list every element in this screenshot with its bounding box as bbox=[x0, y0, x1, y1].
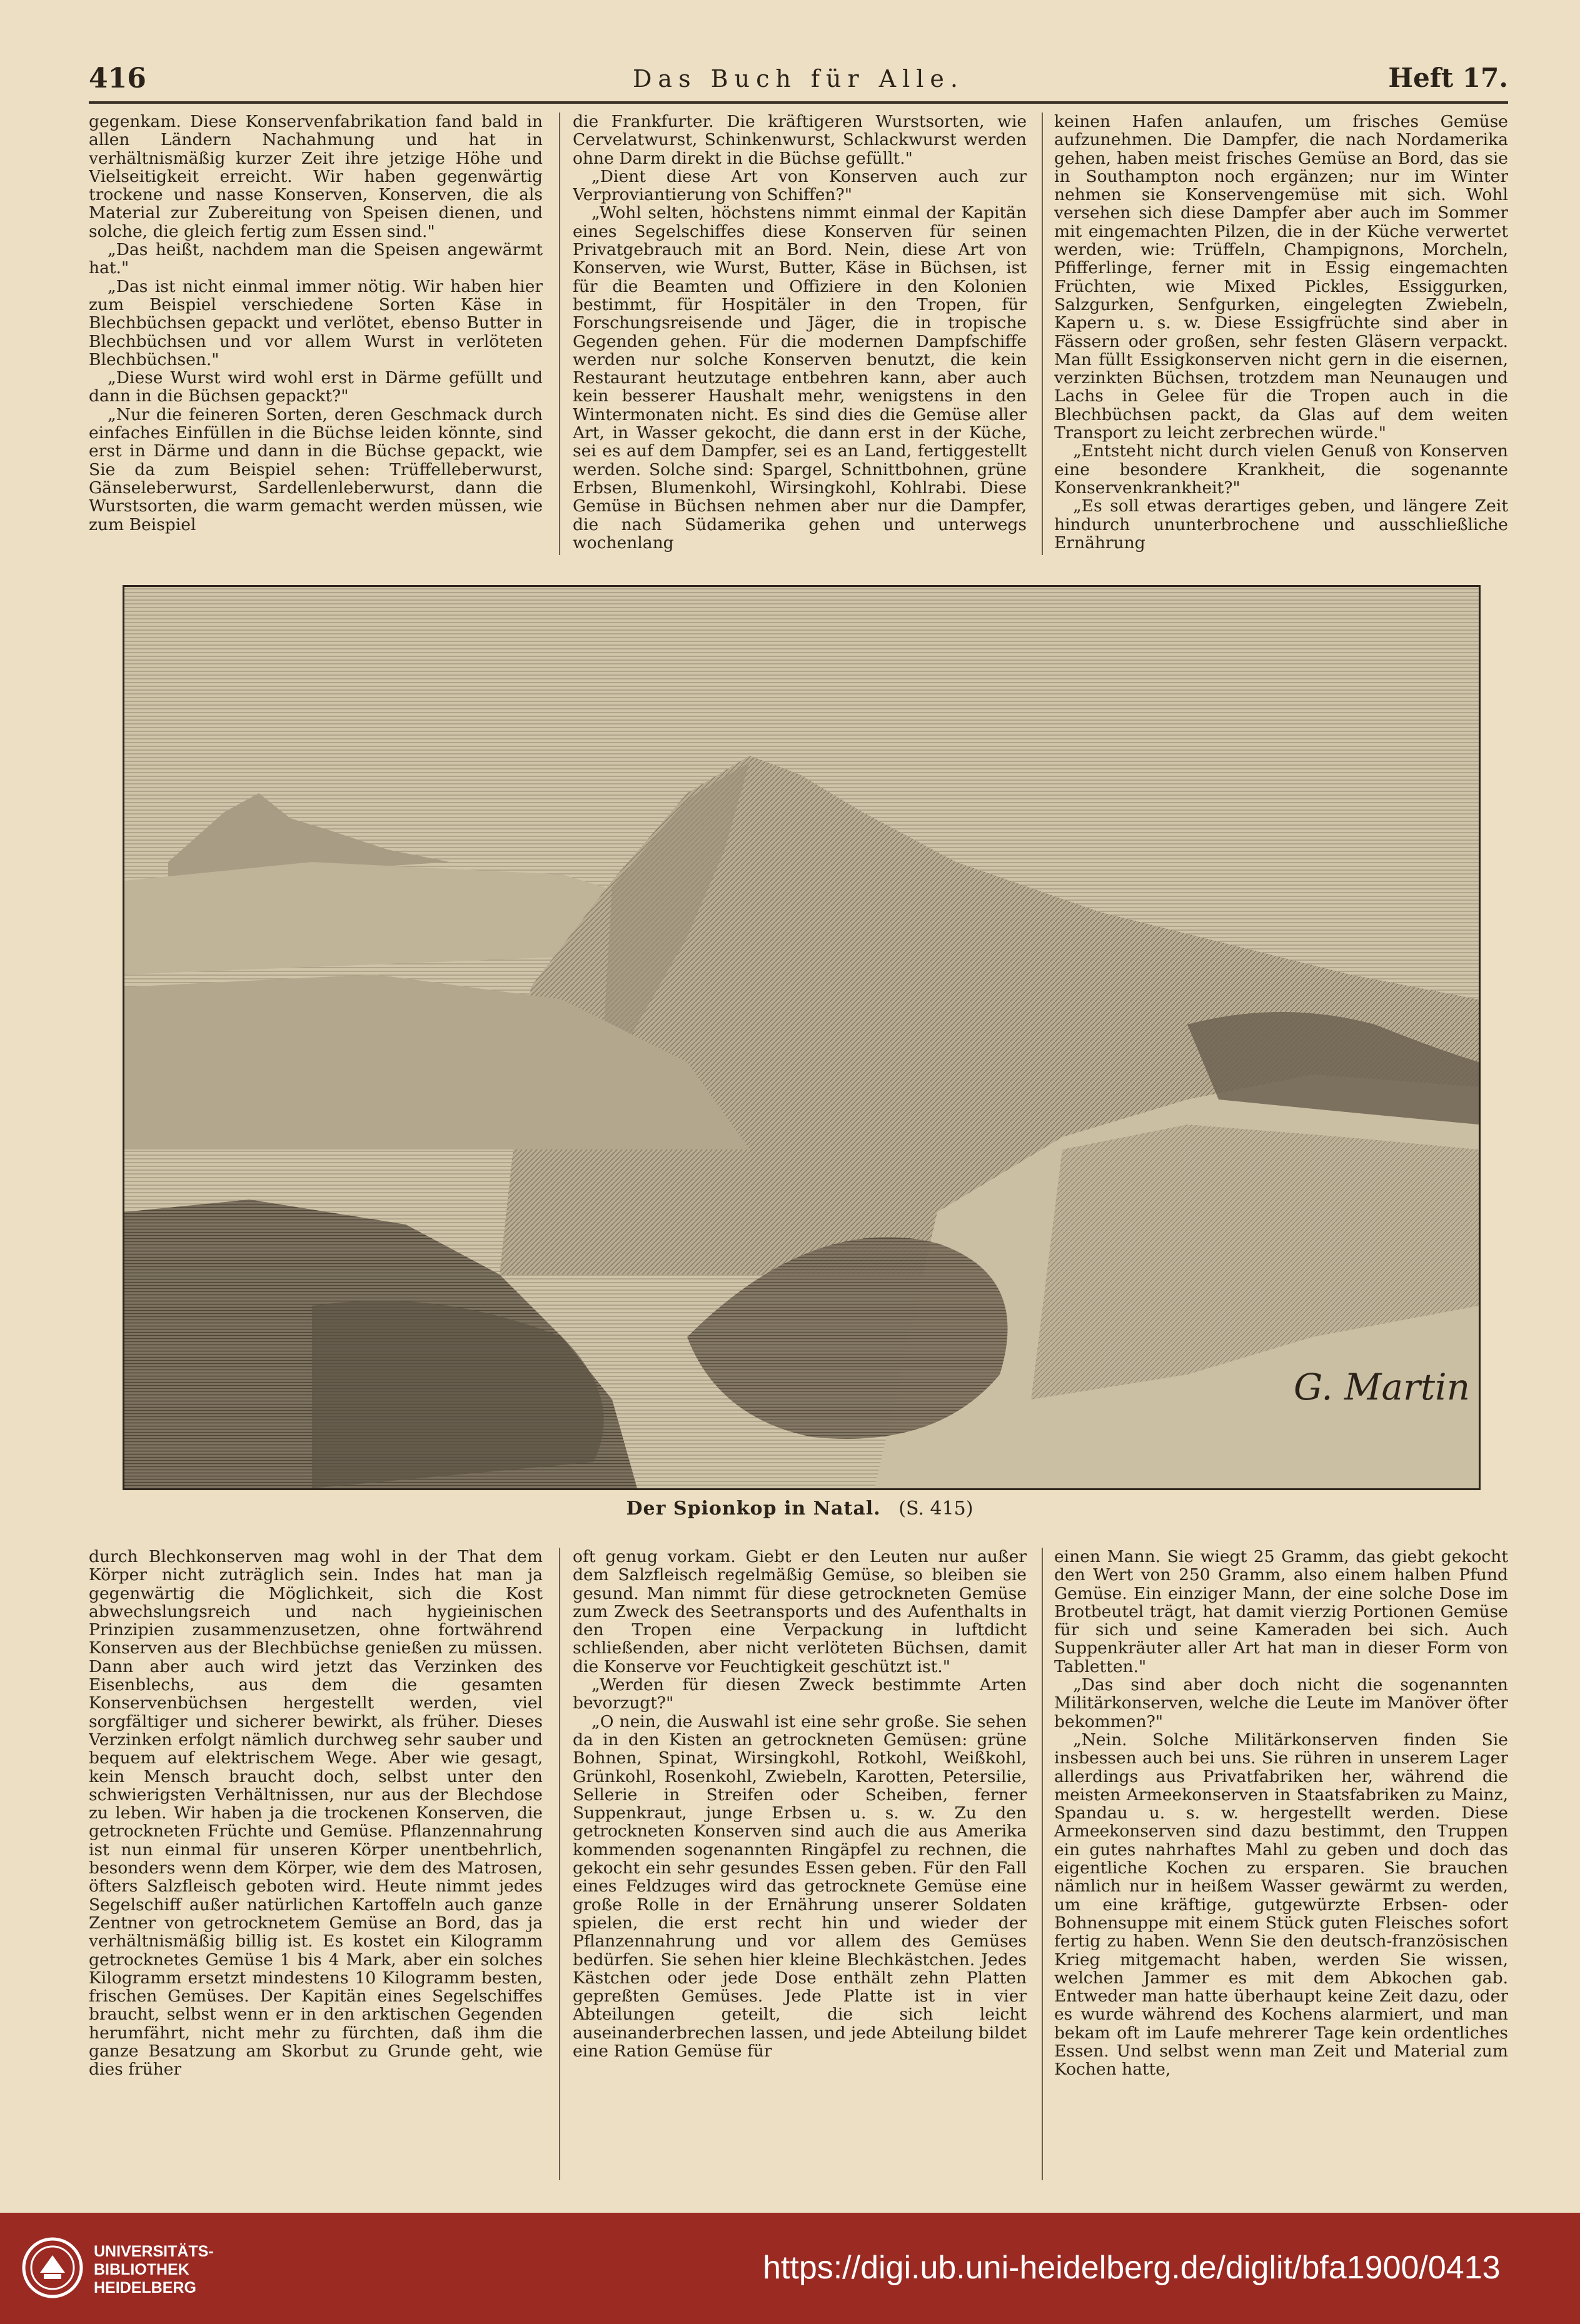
page-header bbox=[89, 63, 1508, 100]
paragraph: „Nur die feineren Sorten, deren Geschmack durch einfaches Einfüllen in die Büchse leiden könnte, sind erst in Därme und dann in die Büchse gepackt, wie Sie da zum Beispiel sehen: Trüffelleberwurst, Gänseleberwurst, Sardellenleberwurst, dann die Wurstsorten, die warm gemacht werden müssen, wie zum Beispiel bbox=[89, 404, 543, 534]
library-footer-bar bbox=[0, 2213, 1580, 2324]
paragraph: „Das heißt, nachdem man die Speisen angewärmt hat." bbox=[89, 240, 543, 278]
column-divider bbox=[559, 113, 560, 555]
column-divider bbox=[1042, 1548, 1043, 2180]
page-number: 416 bbox=[89, 63, 146, 94]
paragraph: „Nein. Solche Militärkonserven finden Sie insbessen auch bei uns. Sie rühren in unserem Lager allerdings aus Privatfabriken her, während die meisten Armeekonserven in Staatsfabriken zu Mainz, Spandau u. s. w. hergestellt werden. Diese Armeekonserven sind dazu bestimmt, den Truppen ein gutes nahrhaftes Mahl zu geben und doch das eigentliche Kochen zu ersparen. Sie brauchen nämlich nur in heißem Wasser gewärmt zu werden, um eine kräftige, gutgewürzte Erbsen- oder Bohnensuppe mit einem Stück guten Fleisches sofort fertig zu haben. Wenn Sie den deutsch-französischen Krieg mitgemacht haben, werden Sie wissen, welchen Jammer es mit dem Abkochen gab. Entweder man hatte überhaupt keine Zeit dazu, oder es wurde während des Kochens alarmiert, und man bekam oft im Laufe mehrerer Tage kein ordentliches Essen. Und selbst wenn man Zeit und Material zum Kochen hatte, bbox=[1054, 1730, 1508, 2080]
paragraph: „O nein, die Auswahl ist eine sehr große. Sie sehen da in den Kisten an getrockneten Gemüsen: grüne Bohnen, Spinat, Wirsingkohl, Rotkohl, Weißkohl, Grünkohl, Rosenkohl, Zwiebeln, Karotten, Petersilie, Sellerie in Streifen oder Scheiben, ferner Suppenkraut, junge Erbsen u. s. w. Zu den getrockneten Konserven sind auch die aus Amerika kommenden sogenannten Ringäpfel zu rechnen, die gekocht ein sehr gesundes Essen geben. Für den Fall eines Feldzuges wird das getrocknete Gemüse eine große Rolle in der Ernährung unserer Soldaten spielen, die erst recht hin und wieder der Pflanzennahrung und vor allem des Gemüses bedürfen. Sie sehen hier kleine Blechkästchen. Jedes Kästchen oder jede Dose enthält zehn Platten gepreßten Gemüses. Jede Platte ist in vier Abteilungen geteilt, die sich leicht auseinanderbrechen lassen, und jede Abteilung bildet eine Ration Gemüse für bbox=[573, 1711, 1027, 2061]
library-name: UNIVERSITÄTS- BIBLIOTHEK HEIDELBERG bbox=[94, 2243, 214, 2296]
engraving-spionkop bbox=[123, 585, 1481, 1490]
running-title: Das Buch für Alle. bbox=[632, 65, 965, 93]
permalink-url[interactable]: https://digi.ub.uni-heidelberg.de/diglit/bfa1900/0413 bbox=[763, 2250, 1501, 2286]
paragraph: einen Mann. Sie wiegt 25 Gramm, das giebt gekocht den Wert von 250 Gramm, also einem halben Pfund Gemüse. Ein einziger Mann, der eine solche Dose im Brotbeutel trägt, hat damit vierzig Portionen Gemüse für sich und seine Kameraden bei sich. Auch Suppenkräuter aller Art hat man in dieser Form von Tabletten." bbox=[1054, 1548, 1508, 1676]
top-column-3 bbox=[1054, 113, 1508, 556]
illustration-caption bbox=[123, 1498, 1477, 1520]
landscape-engraving bbox=[124, 587, 1479, 1488]
paragraph: „Es soll etwas derartiges geben, und längere Zeit hindurch ununterbrochene und ausschließliche Ernährung bbox=[1054, 496, 1508, 553]
paragraph: „Wohl selten, höchstens nimmt einmal der Kapitän eines Segelschiffes diese Konserven für seinen Privatgebrauch mit an Bord. Nein, diese Art von Konserven, wie Wurst, Butter, Käse in Büchsen, ist für die Beamten und Offiziere in den Kolonien bestimmt, für Hospitäler in den Tropen, für Forschungsreisende und Jäger, die in tropische Gegenden gehen. Für die modernen Dampfschiffe werden nur solche Konserven benutzt, die kein Restaurant heutzutage entbehren kann, aber auch kein besserer Haushalt mehr, wenigstens in den Wintermonaten nicht. Es sind dies die Gemüse aller Art, in Wasser gekocht, die dann erst in der Küche, sei es auf dem Dampfer, sei es an Land, fertiggestellt werden. Solche sind: Spargel, Schnittbohnen, grüne Erbsen, Blumenkohl, Wirsingkohl, Kohlrabi. Diese Gemüse in Büchsen nehmen aber nur die Dampfer, die nach Südamerika gehen und unterwegs wochenlang bbox=[573, 203, 1027, 553]
column-divider bbox=[559, 1548, 560, 2180]
paragraph: „Das sind aber doch nicht die sogenannten Militärkonserven, welche die Leute im Manöver öfter bekommen?" bbox=[1054, 1675, 1508, 1731]
paragraph: keinen Hafen anlaufen, um frisches Gemüse aufzunehmen. Die Dampfer, die nach Nordamerika gehen, haben meist frisches Gemüse an Bord, das sie in Southampton noch ergänzen; nur im Winter nehmen sie Konservengemüse mit sich. Wohl versehen sich diese Dampfer aber auch im Sommer mit eingemachten Pilzen, die in der Küche verwertet werden, wie: Trüffeln, Champignons, Morcheln, Pfifferlinge, ferner mit in Essig eingemachten Früchten, wie Mixed Pickles, Essiggurken, Salzgurken, Senfgurken, eingelegten Zwiebeln, Kapern u. s. w. Diese Essigfrüchte sind aber in Fässern oder großen, sehr festen Gläsern verpackt. Man füllt Essigkonserven nicht gern in die eisernen, verzinkten Büchsen, trotzdem man Neunaugen und Lachs in Gelee für die Tropen auch in die Blechbüchsen packt, da Glas auf dem weiten Transport zu leicht zerbrechen würde." bbox=[1054, 113, 1508, 443]
paragraph: oft genug vorkam. Giebt er den Leuten nur außer dem Salzfleisch regelmäßig Gemüse, so bleiben sie gesund. Man nimmt für diese getrockneten Gemüse zum Zweck des Seetransports und des Aufenthalts in den Tropen eine Verpackung in luftdicht schließenden, aber nicht verlöteten Büchsen, damit die Konserve vor Feuchtigkeit geschützt ist." bbox=[573, 1548, 1027, 1676]
artist-signature: G. Martin bbox=[1294, 1366, 1471, 1408]
issue-number: Heft 17. bbox=[1388, 63, 1508, 93]
header-divider bbox=[89, 101, 1508, 104]
bottom-column-1 bbox=[89, 1548, 543, 2181]
paragraph: „Entsteht nicht durch vielen Genuß von Konserven eine besondere Krankheit, die sogenannte Konservenkrankheit?" bbox=[1054, 441, 1508, 498]
caption-title: Der Spionkop in Natal. bbox=[626, 1498, 881, 1520]
paragraph: „Diese Wurst wird wohl erst in Därme gefüllt und dann in die Büchsen gepackt?" bbox=[89, 368, 543, 406]
top-column-2 bbox=[573, 113, 1027, 556]
paragraph: „Werden für diesen Zweck bestimmte Arten bevorzugt?" bbox=[573, 1675, 1027, 1713]
paragraph: gegenkam. Diese Konservenfabrikation fand bald in allen Ländern Nachahmung und hat in verhältnismäßig kurzer Zeit ihre jetzige Höhe und Vielseitigkeit erreicht. Wir haben gegenwärtig trockene und nasse Konserven, Konserven, die als Material zur Zubereitung von Speisen dienen, und solche, die gleich fertig zum Essen sind." bbox=[89, 113, 543, 241]
paragraph: „Dient diese Art von Konserven auch zur Verproviantierung von Schiffen?" bbox=[573, 166, 1027, 205]
paragraph: durch Blechkonserven mag wohl in der That dem Körper nicht zuträglich sein. Indes hat man ja gegenwärtig die Möglichkeit, sich die Kost abwechslungsreich und nach hygieinischen Prinzipien zusammenzusetzen, ohne fortwährend Konserven aus der Blechbüchse genießen zu müssen. Dann aber auch wird jetzt das Verzinken des Eisenblechs, aus dem die gesamten Konservenbüchsen hergestellt werden, viel sorgfältiger und sicherer bewirkt, als früher. Dieses Verzinken erfolgt nämlich durchweg sehr sauber und bequem auf elektrischem Wege. Aber wie gesagt, kein Mensch braucht doch, selbst unter den schwierigsten Verhältnissen, nur aus der Blechdose zu leben. Wir haben ja die trockenen Konserven, die getrockneten Früchte und Gemüse. Pflanzennahrung ist nun einmal für unseren Körper unentbehrlich, besonders wenn dem Körper, wie dem des Matrosen, öfters Salzfleisch geboten wird. Heute nimmt jedes Segelschiff außer natürlichen Kartoffeln auch ganze Zentner von getrocknetem Gemüse an Bord, das ja verhältnismäßig billig ist. Es kostet ein Kilogramm getrocknetes Gemüse 1 bis 4 Mark, aber ein solches Kilogramm ersetzt mindestens 10 Kilogramm besten, frischen Gemüses. Der Kapitän eines Segelschiffes braucht, selbst wenn er in den arktischen Gegenden herumfährt, nicht mehr zu fürchten, daß ihm die ganze Besatzung am Skorbut zu Grunde geht, wie dies früher bbox=[89, 1548, 543, 2080]
caption-page-ref: (S. 415) bbox=[898, 1498, 974, 1520]
bottom-column-2 bbox=[573, 1548, 1027, 2181]
university-seal-icon bbox=[21, 2236, 84, 2299]
bottom-column-3 bbox=[1054, 1548, 1508, 2181]
paragraph: die Frankfurter. Die kräftigeren Wurstsorten, wie Cervelatwurst, Schinkenwurst, Schlackwurst werden ohne Darm direkt in die Büchse gefüllt." bbox=[573, 113, 1027, 168]
top-column-1 bbox=[89, 113, 543, 556]
paragraph: „Das ist nicht einmal immer nötig. Wir haben hier zum Beispiel verschiedene Sorten Käse in Blechbüchsen gepackt und verlötet, ebenso Butter in Blechbüchsen und vor allem Wurst in verlöteten Blechbüchsen." bbox=[89, 276, 543, 369]
column-divider bbox=[1042, 113, 1043, 555]
